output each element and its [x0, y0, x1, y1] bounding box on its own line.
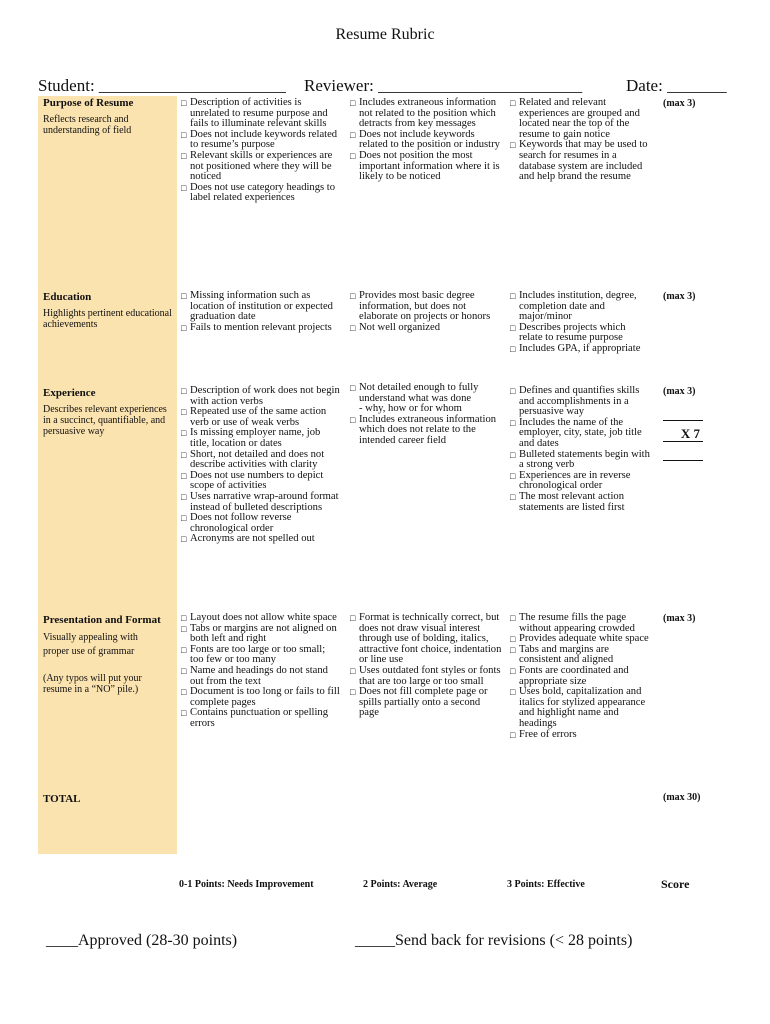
checkbox-icon: □ [510, 644, 516, 655]
education-average [350, 291, 502, 333]
category-desc: Highlights pertinent educational achievements [43, 308, 172, 330]
criterion-item [510, 323, 650, 344]
criterion-text: Missing information such as location of institution or expected graduation date [190, 290, 333, 323]
criterion-item [350, 291, 502, 323]
checkbox-icon: □ [350, 98, 356, 108]
criterion-text: Does not use category headings to label related experiences [190, 181, 336, 204]
criterion-text: Acronyms are not spelled out [190, 533, 315, 545]
criterion-item [510, 645, 650, 666]
total-max: (max 30) [663, 792, 701, 803]
criterion-item [181, 687, 341, 708]
criterion-text: Includes extraneous information not related to the position which detracts from key messages [359, 97, 497, 130]
multiplier-label: X 7 [663, 426, 703, 442]
checkbox-icon: □ [350, 322, 356, 333]
criterion-text: Provides adequate white space [519, 633, 649, 645]
criterion-item [350, 383, 502, 404]
criterion-text: Repeated use of the same action verb or use of weak verbs [190, 406, 327, 428]
checkbox-icon: □ [181, 708, 187, 719]
category-education [43, 290, 175, 330]
category-experience [43, 386, 175, 437]
criterion-item [350, 687, 502, 719]
criterion-text: Does not position the most important information where it is likely to be noticed [359, 149, 500, 183]
score-label: Score [661, 877, 690, 891]
blank-line [663, 420, 703, 421]
criterion-text: Layout does not allow white space [190, 612, 337, 623]
page-title: Resume Rubric [335, 26, 435, 43]
criterion-text: The most relevant action statements are listed first [519, 490, 625, 513]
checkbox-icon: □ [181, 623, 187, 634]
blank-line [663, 460, 703, 461]
checkbox-icon: □ [510, 140, 516, 151]
legend-needs-improvement: 0-1 Points: Needs Improvement [179, 879, 314, 890]
criterion-text: Name and headings do not stand out from the text [190, 664, 328, 687]
criterion-item [181, 613, 341, 624]
experience-max: (max 3) [663, 386, 696, 397]
category-name: TOTAL [43, 793, 81, 805]
criterion-item [181, 492, 341, 513]
criterion-item [181, 513, 341, 534]
criterion-text: Uses outdated font styles or fonts that are too large or too small [359, 664, 501, 687]
criterion-text: Does not use numbers to depict scope of activities [190, 469, 324, 492]
checkbox-icon: □ [510, 449, 516, 460]
criterion-item [181, 323, 341, 334]
send-back-option: _____Send back for revisions (< 28 points) [355, 932, 633, 949]
criterion-item [510, 344, 650, 355]
criterion-item [510, 613, 650, 634]
checkbox-icon: □ [510, 386, 516, 396]
criterion-text: Defines and quantifies skills and accomplishments in a persuasive way [519, 385, 640, 418]
criterion-item [350, 323, 502, 334]
criterion-text: Is missing employer name, job title, location or dates [190, 427, 321, 449]
criterion-text: Uses narrative wrap-around format instead of bulleted descriptions [190, 490, 339, 513]
purpose-effective [510, 98, 650, 183]
checkbox-icon: □ [181, 428, 187, 439]
experience-average [350, 383, 502, 447]
checkbox-icon: □ [181, 470, 187, 481]
category-desc: Visually appealing with proper use of grammar [43, 632, 138, 657]
criterion-item [350, 130, 502, 151]
criterion-item [181, 386, 341, 407]
checkbox-icon: □ [350, 687, 356, 698]
presentation-max: (max 3) [663, 613, 696, 624]
criterion-text: Description of activities is unrelated to resume purpose and fails to illuminate relevant skills [190, 97, 328, 130]
criterion-item [181, 151, 341, 183]
checkbox-icon: □ [181, 449, 187, 460]
criterion-text: Tabs and margins are consistent and aligned [519, 643, 614, 666]
criterion-text: Format is technically correct, but does not draw visual interest through use of bolding, italics, attractive font choice, indentation or line use [359, 612, 502, 666]
criterion-text: Bulleted statements begin with a strong verb [519, 448, 650, 471]
education-effective [510, 291, 650, 355]
criterion-item [181, 645, 341, 666]
category-name: Purpose of Resume [43, 97, 134, 109]
experience-needs-improvement [181, 386, 341, 545]
checkbox-icon [350, 404, 359, 415]
criterion-item [510, 687, 650, 729]
criterion-item [350, 151, 502, 183]
category-purpose [43, 96, 175, 136]
criterion-item [181, 450, 341, 471]
purpose-max: (max 3) [663, 98, 696, 109]
checkbox-icon: □ [181, 98, 187, 108]
checkbox-icon: □ [510, 470, 516, 481]
category-note: (Any typos will put your resume in a “NO” pile.) [43, 673, 142, 695]
criterion-item [510, 666, 650, 687]
presentation-effective [510, 613, 650, 740]
checkbox-icon: □ [350, 665, 356, 676]
criterion-text: Provides most basic degree information, but does not elaborate on projects or honors [359, 290, 491, 323]
checkbox-icon: □ [181, 291, 187, 301]
category-name: Presentation and Format [43, 614, 161, 626]
checkbox-icon: □ [510, 343, 516, 354]
criterion-item [181, 534, 341, 545]
criterion-text: Fonts are too large or too small; too few or too many [190, 643, 326, 666]
criterion-item [181, 98, 341, 130]
criterion-text: Does not include keywords related to the position or industry [359, 128, 500, 151]
criterion-item [510, 471, 650, 492]
criterion-text: The resume fills the page without appearing crowded [519, 612, 635, 634]
checkbox-icon: □ [350, 291, 356, 301]
approved-option: ____Approved (28-30 points) [46, 932, 238, 949]
criterion-item [510, 98, 650, 140]
checkbox-icon: □ [510, 322, 516, 333]
criterion-text: Includes the name of the employer, city, state, job title and dates [519, 416, 642, 449]
date-field: Date: _______ [626, 76, 727, 95]
criterion-text: Does not include keywords related to resume’s purpose [190, 128, 338, 151]
criterion-text: Describes projects which relate to resume purpose [519, 321, 626, 344]
category-desc: Describes relevant experiences in a succinct, quantifiable, and persuasive way [43, 404, 167, 437]
criterion-item [181, 708, 341, 729]
checkbox-icon: □ [181, 665, 187, 676]
criterion-item [181, 183, 341, 204]
checkbox-icon: □ [510, 665, 516, 676]
criterion-item [181, 624, 341, 645]
legend-average: 2 Points: Average [363, 879, 438, 890]
criterion-item [350, 98, 502, 130]
criterion-text: Related and relevant experiences are grouped and located near the top of the resume to gain notice [519, 97, 640, 140]
checkbox-icon: □ [510, 291, 516, 301]
criterion-text: Includes institution, degree, completion date and major/minor [519, 290, 637, 323]
category-name: Education [43, 291, 92, 303]
category-sidebar [38, 96, 177, 854]
checkbox-icon: □ [181, 613, 187, 623]
criterion-item [510, 492, 650, 513]
criterion-item [181, 471, 341, 492]
criterion-item [181, 428, 341, 449]
criterion-text: Includes GPA, if appropriate [519, 342, 641, 354]
checkbox-icon: □ [181, 322, 187, 333]
checkbox-icon: □ [181, 150, 187, 161]
checkbox-icon: □ [510, 687, 516, 698]
checkbox-icon: □ [181, 129, 187, 140]
criterion-item [181, 291, 341, 323]
student-field: Student: ______________________ [38, 76, 286, 95]
legend-effective: 3 Points: Effective [507, 879, 585, 890]
criterion-item [510, 140, 650, 182]
criterion-text: Not detailed enough to fully understand what was done [359, 382, 479, 404]
criterion-item [181, 666, 341, 687]
criterion-text: Document is too long or fails to fill complete pages [190, 686, 340, 708]
criterion-text: Uses bold, capitalization and italics for stylized appearance and highlight name and headings [519, 686, 646, 729]
checkbox-icon: □ [181, 491, 187, 502]
criterion-item [350, 613, 502, 666]
criterion-text: - why, how or for whom [359, 403, 462, 415]
criterion-text: Keywords that may be used to search for resumes in a database system are included and help brand the resume [519, 139, 648, 183]
criterion-item [510, 450, 650, 471]
checkbox-icon: □ [350, 129, 356, 140]
checkbox-icon: □ [510, 491, 516, 502]
category-total [43, 792, 175, 807]
criterion-item [181, 130, 341, 151]
criterion-text: Contains punctuation or spelling errors [190, 707, 328, 729]
presentation-needs-improvement [181, 613, 341, 730]
checkbox-icon: □ [181, 534, 187, 545]
checkbox-icon: □ [350, 383, 356, 393]
checkbox-icon: □ [181, 182, 187, 193]
criterion-item [510, 730, 650, 741]
criterion-text: Tabs or margins are not aligned on both left and right [190, 622, 337, 645]
criterion-text: Includes extraneous information which does not relate to the intended career field [359, 413, 497, 446]
criterion-text: Fails to mention relevant projects [190, 321, 332, 333]
checkbox-icon: □ [510, 417, 516, 428]
category-desc: Reflects research and understanding of field [43, 114, 132, 136]
criterion-item [510, 386, 650, 418]
criterion-text: Relevant skills or experiences are not positioned where they will be noticed [190, 149, 333, 183]
criterion-text: Experiences are in reverse chronological order [519, 469, 631, 492]
category-presentation [43, 612, 161, 695]
checkbox-icon: □ [350, 414, 356, 425]
checkbox-icon: □ [510, 613, 516, 623]
criterion-text: Not well organized [359, 321, 440, 333]
criterion-text: Does not fill complete page or spills partially onto a second page [359, 686, 488, 719]
purpose-average [350, 98, 502, 183]
checkbox-icon: □ [510, 729, 516, 740]
experience-multiplier [663, 420, 703, 461]
checkbox-icon: □ [350, 613, 356, 623]
checkbox-icon: □ [181, 513, 187, 524]
criterion-text: Short, not detailed and does not describe activities with clarity [190, 448, 325, 471]
criterion-item [510, 418, 650, 450]
criterion-text: Fonts are coordinated and appropriate size [519, 664, 629, 687]
criterion-text: Free of errors [519, 728, 577, 740]
education-needs-improvement [181, 291, 341, 333]
checkbox-icon: □ [510, 98, 516, 108]
checkbox-icon: □ [510, 634, 516, 645]
criterion-item [510, 291, 650, 323]
checkbox-icon: □ [350, 150, 356, 161]
experience-effective [510, 386, 650, 513]
checkbox-icon: □ [181, 644, 187, 655]
criterion-text: Does not follow reverse chronological order [190, 512, 292, 534]
checkbox-icon: □ [181, 386, 187, 396]
reviewer-field: Reviewer: ________________________ [304, 76, 583, 95]
criterion-item [350, 415, 502, 447]
education-max: (max 3) [663, 291, 696, 302]
checkbox-icon: □ [181, 687, 187, 698]
criterion-item [350, 666, 502, 687]
criterion-item [181, 407, 341, 428]
checkbox-icon: □ [181, 407, 187, 418]
purpose-needs-improvement [181, 98, 341, 204]
criterion-text: Description of work does not begin with action verbs [190, 385, 340, 407]
presentation-average [350, 613, 502, 719]
category-name: Experience [43, 387, 96, 399]
